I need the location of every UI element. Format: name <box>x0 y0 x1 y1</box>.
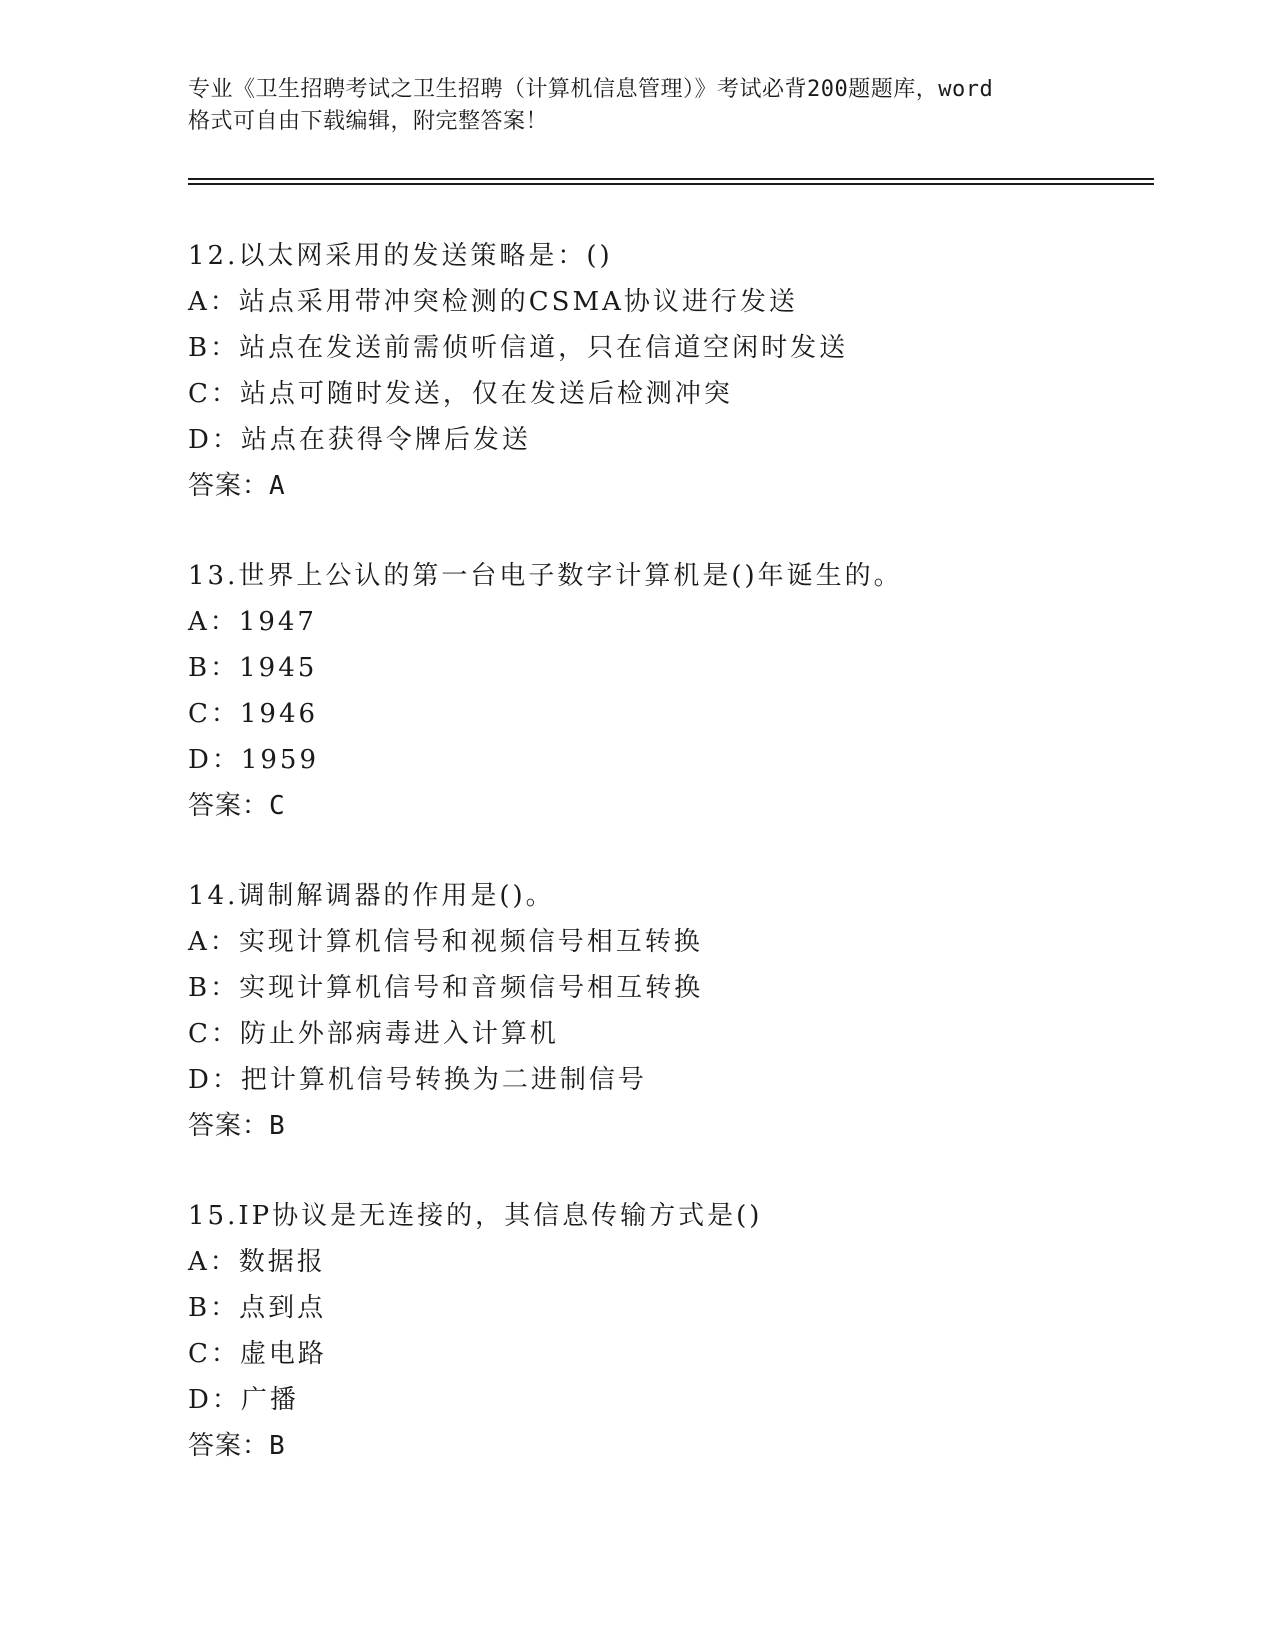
option-b: B：点到点 <box>188 1293 327 1323</box>
option-c: C：1946 <box>188 699 319 729</box>
option-a: A：1947 <box>188 607 317 637</box>
question-block-14 <box>188 873 1148 1149</box>
option-d: D：站点在获得令牌后发送 <box>188 425 531 455</box>
answer: 答案：B <box>188 1111 286 1141</box>
header-divider-bottom <box>188 183 1154 185</box>
option-b: B：站点在发送前需侦听信道，只在信道空闲时发送 <box>188 333 849 363</box>
option-d: D：广播 <box>188 1385 299 1415</box>
header-title-line-1: 专业《卫生招聘考试之卫生招聘（计算机信息管理）》考试必背200题题库，word <box>188 77 994 102</box>
option-c: C：虚电路 <box>188 1339 327 1369</box>
document-header <box>188 74 1088 138</box>
question-block-12 <box>188 233 1148 509</box>
option-b: B：1945 <box>188 653 318 683</box>
option-a: A：数据报 <box>188 1247 326 1277</box>
option-a: A：实现计算机信号和视频信号相互转换 <box>188 927 703 957</box>
question-stem: 15.IP协议是无连接的，其信息传输方式是() <box>188 1201 763 1231</box>
question-stem: 12.以太网采用的发送策略是：() <box>188 241 613 271</box>
option-c: C：防止外部病毒进入计算机 <box>188 1019 559 1049</box>
question-block-13 <box>188 553 1148 829</box>
header-divider-top <box>188 178 1154 180</box>
option-c: C：站点可随时发送，仅在发送后检测冲突 <box>188 379 733 409</box>
header-title-line-2: 格式可自由下载编辑，附完整答案！ <box>188 109 549 134</box>
answer: 答案：B <box>188 1431 286 1461</box>
option-a: A：站点采用带冲突检测的CSMA协议进行发送 <box>188 287 798 317</box>
option-b: B：实现计算机信号和音频信号相互转换 <box>188 973 704 1003</box>
option-d: D：1959 <box>188 745 320 775</box>
answer: 答案：A <box>188 471 286 501</box>
question-block-15 <box>188 1193 1148 1469</box>
option-d: D：把计算机信号转换为二进制信号 <box>188 1065 647 1095</box>
question-stem: 13.世界上公认的第一台电子数字计算机是()年诞生的。 <box>188 561 903 591</box>
answer: 答案：C <box>188 791 286 821</box>
question-stem: 14.调制解调器的作用是()。 <box>188 881 555 911</box>
